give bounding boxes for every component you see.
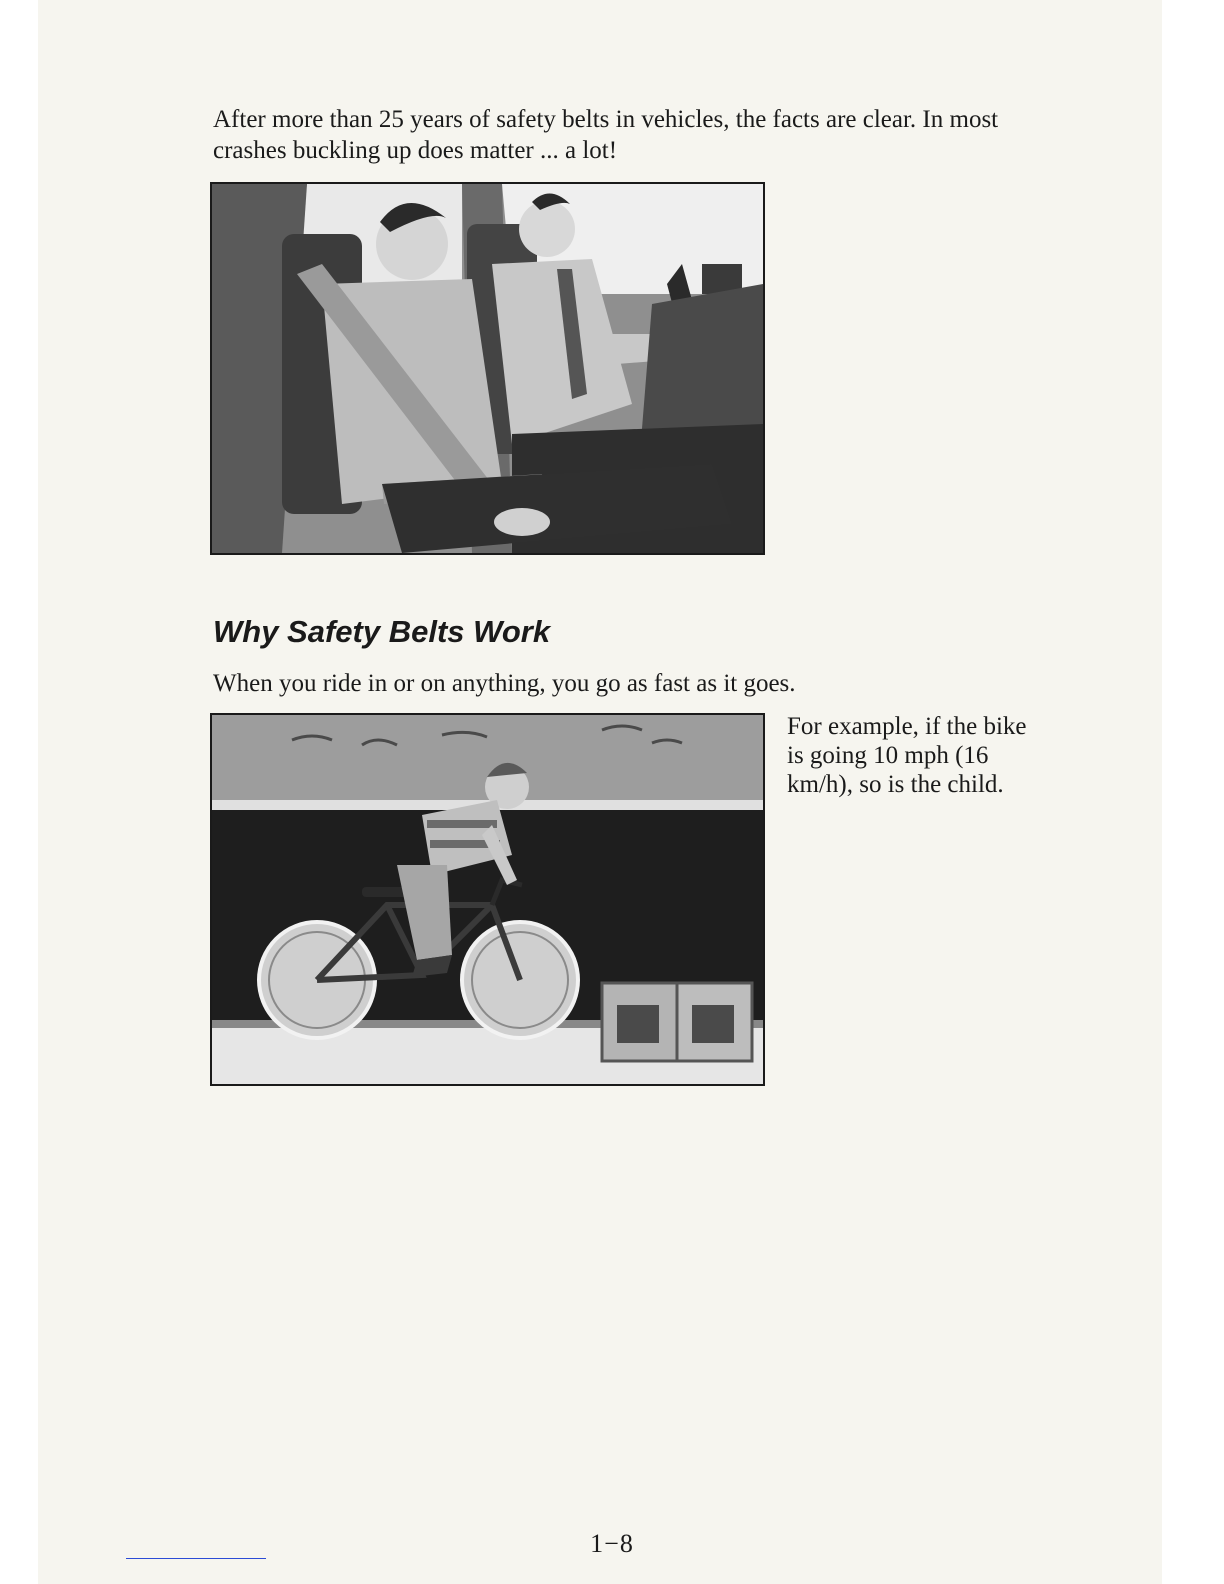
page-number: 1−8 bbox=[590, 1529, 634, 1558]
child-bicycle-illustration bbox=[210, 713, 765, 1086]
lead-paragraph: When you ride in or on anything, you go as fast as it goes. bbox=[213, 670, 796, 697]
section-heading: Why Safety Belts Work bbox=[213, 614, 551, 649]
footer-link-underline[interactable] bbox=[126, 1558, 266, 1559]
car-occupants-illustration bbox=[210, 182, 765, 555]
intro-paragraph: After more than 25 years of safety belts in vehicles, the facts are clear. In most crashes buckling up does matter ... a lot! bbox=[213, 106, 999, 164]
side-paragraph: For example, if the bike is going 10 mph (16 km/h), so is the child. bbox=[787, 713, 1027, 798]
